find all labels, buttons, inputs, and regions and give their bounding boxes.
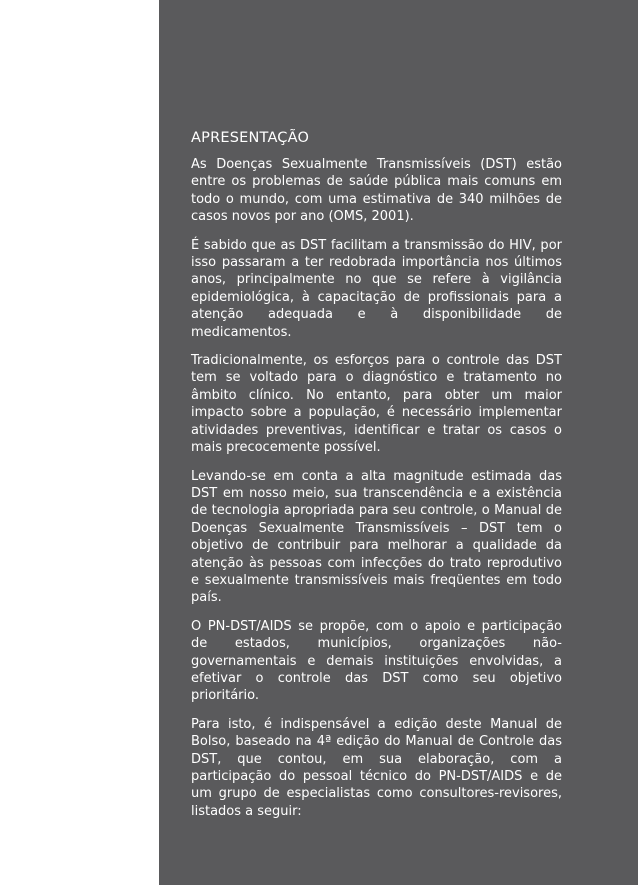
paragraph-4: Levando-se em conta a alta magnitude estimada das DST em nosso meio, sua transcendência e a existência de tecnologia apropriada para seu controle, o Manual de Doenças Sexualmente Transmissíveis – DST tem o objetivo de contribuir para melhorar a qualidade da atenção às pessoas com infecções do trato reprodutivo e sexualmente transmissíveis mais freqüentes em todo país. [191, 468, 562, 606]
paragraph-5: O PN-DST/AIDS se propõe, com o apoio e participação de estados, municípios, organizações não-governamentais e demais instituições envolvidas, a efetivar o controle das DST como seu objetivo prioritário. [191, 618, 562, 704]
paragraph-2: É sabido que as DST facilitam a transmissão do HIV, por isso passaram a ter redobrada importância nos últimos anos, principalmente no que se refere à vigilância epidemiológica, à capacitação de profissionais para a atenção adequada e à disponibilidade de medicamentos. [191, 237, 562, 340]
paragraph-3: Tradicionalmente, os esforços para o controle das DST tem se voltado para o diagnóstico e tratamento no âmbito clínico. No entanto, para obter um maior impacto sobre a população, é necessário implementar atividades preventivas, identificar e tratar os casos o mais precocemente possível. [191, 353, 562, 456]
paragraph-1: As Doenças Sexualmente Transmissíveis (DST) estão entre os problemas de saúde pública mais comuns em todo o mundo, com uma estimativa de 340 milhões de casos novos por ano (OMS, 2001). [191, 157, 562, 225]
presentation-section [191, 129, 562, 831]
paragraph-6: Para isto, é indispensável a edição deste Manual de Bolso, baseado na 4ª edição do Manual de Controle das DST, que contou, em sua elaboração, com a participação do pessoal técnico do PN-DST/AIDS e de um grupo de especialistas como consultores-revisores, listados a seguir: [191, 716, 562, 819]
section-title: APRESENTAÇÃO [191, 130, 310, 146]
white-margin [0, 0, 159, 885]
